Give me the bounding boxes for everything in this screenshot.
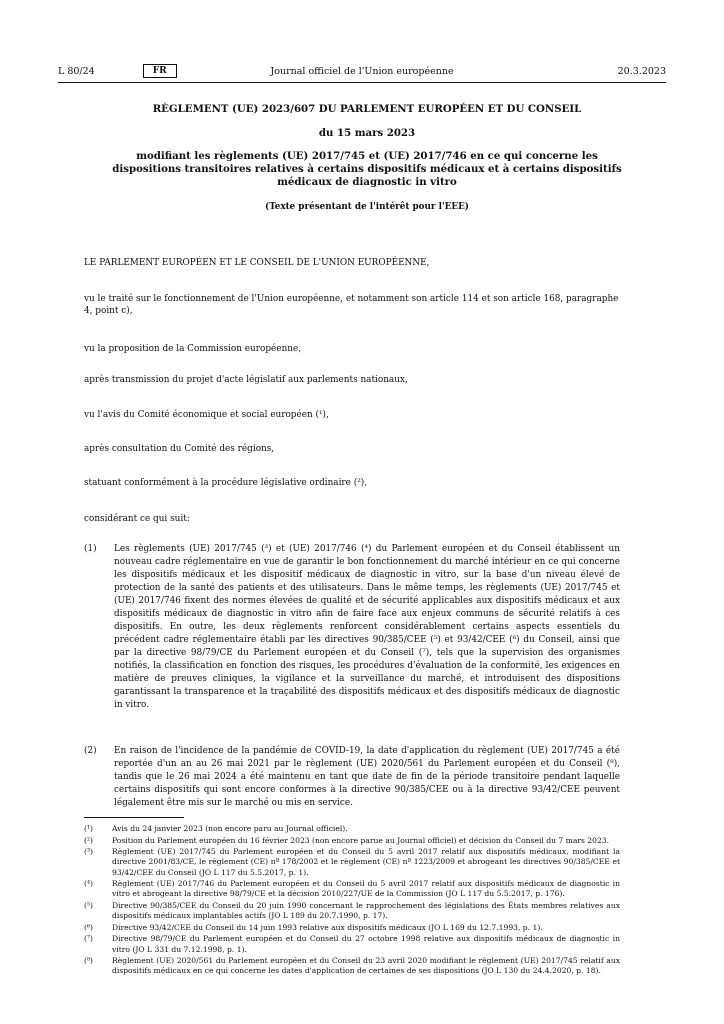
footnote: (⁶) Directive 93/42/CEE du Conseil du 14 juin 1993 relative aux dispositifs médicaux (JO L 169 du 12.7.1993, p. 1).	[84, 922, 543, 932]
footnote: (⁴) Règlement (UE) 2017/746 du Parlement européen et du Conseil du 5 avril 2017 relatif aux dispositifs médicaux de diagnostic in vitro et abrogeant la directive 98/79/CE et la décision 2010/227/UE de la Commission (JO L 117 du 5.5.2017, p. 176).	[84, 879, 620, 899]
footnote: (¹) Avis du 24 janvier 2023 (non encore paru au Journal officiel).	[84, 824, 348, 833]
footnote: (⁷) Directive 98/79/CE du Parlement européen et du Conseil du 27 octobre 1998 relative aux dispositifs médicaux de diagnostic in vitro (JO L 331 du 7.12.1998, p. 1).	[84, 934, 620, 954]
footnote: (³) Règlement (UE) 2017/745 du Parlement européen et du Conseil du 5 avril 2017 relatif aux dispositifs médicaux, modifiant la directive 2001/83/CE, le règlement (CE) nº 178/2002 et le règlement (CE) nº 1223/2009 et abrogeant les directives 90/385/CEE et 93/42/CEE du Conseil (JO L 117 du 5.5.2017, p. 1).	[84, 847, 620, 877]
footnote: (²) Position du Parlement européen du 16 février 2023 (non encore parue au Journal officiel) et décision du Conseil du 7 mars 2023.	[84, 835, 610, 845]
page-reference: L 80/24	[58, 65, 95, 77]
recital-number: (2)	[84, 746, 97, 756]
footnote-divider	[84, 817, 184, 818]
regulation-title: RÈGLEMENT (UE) 2023/607 DU PARLEMENT EUROPÉEN ET DU CONSEIL	[152, 103, 582, 115]
recital-text: Les règlements (UE) 2017/745 (³) et (UE) 2017/746 (⁴) du Parlement européen et du Conseil établissent un nouveau cadre réglementaire en vue de garantir le bon fonctionnement du marché intérieur en ce qui concerne les dispositifs médicaux et les dispositif médicaux de diagnostic in vitro, sur la base d'un niveau élevé de protection de la santé des patients et des utilisateurs. Dans le même temps, les règlements (UE) 2017/745 et (UE) 2017/746 fixent des normes élevées de qualité et de sécurité applicables aux dispositifs médicaux et aux dispositifs médicaux de diagnostic in vitro afin de faire face aux enjeux communs de sécurité relatifs à ces dispositifs. En outre, les deux règlements renforcent considérablement certains aspects essentiels du précédent cadre réglementaire établi par les directives 90/385/CEE (⁵) et 93/42/CEE (⁶) du Conseil, ainsi que par la directive 98/79/CE du Parlement européen et du Conseil (⁷), tels que la supervision des organismes notifiés, la classification en fonction des risques, les procédures d'évaluation de la conformité, les exigences en matière de preuves cliniques, la vigilance et la surveillance du marché, et introduisent des dispositions garantissant la transparence et la traçabilité des dispositifs médicaux et des dispositifs médicaux de diagnostic in vitro.	[114, 544, 620, 710]
recital-text: En raison de l'incidence de la pandémie de COVID-19, la date d'application du règlement (UE) 2017/745 a été reportée d'un an au 26 mai 2021 par le règlement (UE) 2020/561 du Parlement européen et du Conseil (⁸), tandis que le 26 mai 2024 a été maintenu en tant que date de fin de la période transitoire pendant laquelle certains dispositifs qui sont encore conformes à la directive 90/385/CEE ou à la directive 93/42/CEE peuvent légalement être mis sur le marché ou mis en service.	[114, 746, 620, 808]
citation-proposal: vu la proposition de la Commission européenne,	[84, 344, 302, 354]
footnote: (⁵) Directive 90/385/CEE du Conseil du 20 juin 1990 concernant le rapprochement des législations des États membres relatives aux dispositifs médicaux implantables actifs (JO L 189 du 20.7.1990, p. 17).	[84, 900, 620, 921]
citation-treaty: vu le traité sur le fonctionnement de l'Union européenne, et notamment son article 114 et son article 168, paragraphe 4, point c),	[84, 294, 619, 316]
title-block	[110, 102, 624, 213]
citation-transmission: après transmission du projet d'acte législatif aux parlements nationaux,	[84, 375, 408, 385]
eea-relevance: (Texte présentant de l'intérêt pour l'EEE)	[265, 202, 469, 212]
footnotes	[84, 824, 620, 978]
citation-regions: après consultation du Comité des régions,	[84, 444, 275, 454]
journal-title: Journal officiel de l'Union européenne	[270, 65, 454, 77]
regulation-date: du 15 mars 2023	[318, 127, 416, 139]
recital-number: (1)	[84, 544, 97, 554]
header-divider	[58, 82, 666, 83]
citation-ecosoc: vu l'avis du Comité économique et social européen (¹),	[84, 410, 329, 420]
citation-procedure: statuant conformément à la procédure législative ordinaire (²),	[84, 478, 368, 488]
footnote: (⁸) Règlement (UE) 2020/561 du Parlement européen et du Conseil du 23 avril 2020 modifiant le règlement (UE) 2017/745 relatif aux dispositifs médicaux en ce qui concerne les dates d'application de certaines de ses dispositions (JO L 130 du 24.4.2020, p. 18).	[84, 956, 620, 976]
citation-whereas: considérant ce qui suit:	[84, 514, 190, 524]
regulation-subject: modifiant les règlements (UE) 2017/745 et (UE) 2017/746 en ce qui concerne les dispositions transitoires relatives à certains dispositifs médicaux et à certains dispositifs médicaux de diagnostic in vitro	[112, 150, 622, 188]
publication-date: 20.3.2023	[617, 65, 666, 77]
recital-1	[84, 543, 620, 712]
preamble-addressee: LE PARLEMENT EUROPÉEN ET LE CONSEIL DE L'UNION EUROPÉENNE,	[84, 258, 430, 268]
recital-2	[84, 745, 620, 810]
language-badge: FR	[143, 64, 177, 78]
page-header	[58, 62, 666, 80]
